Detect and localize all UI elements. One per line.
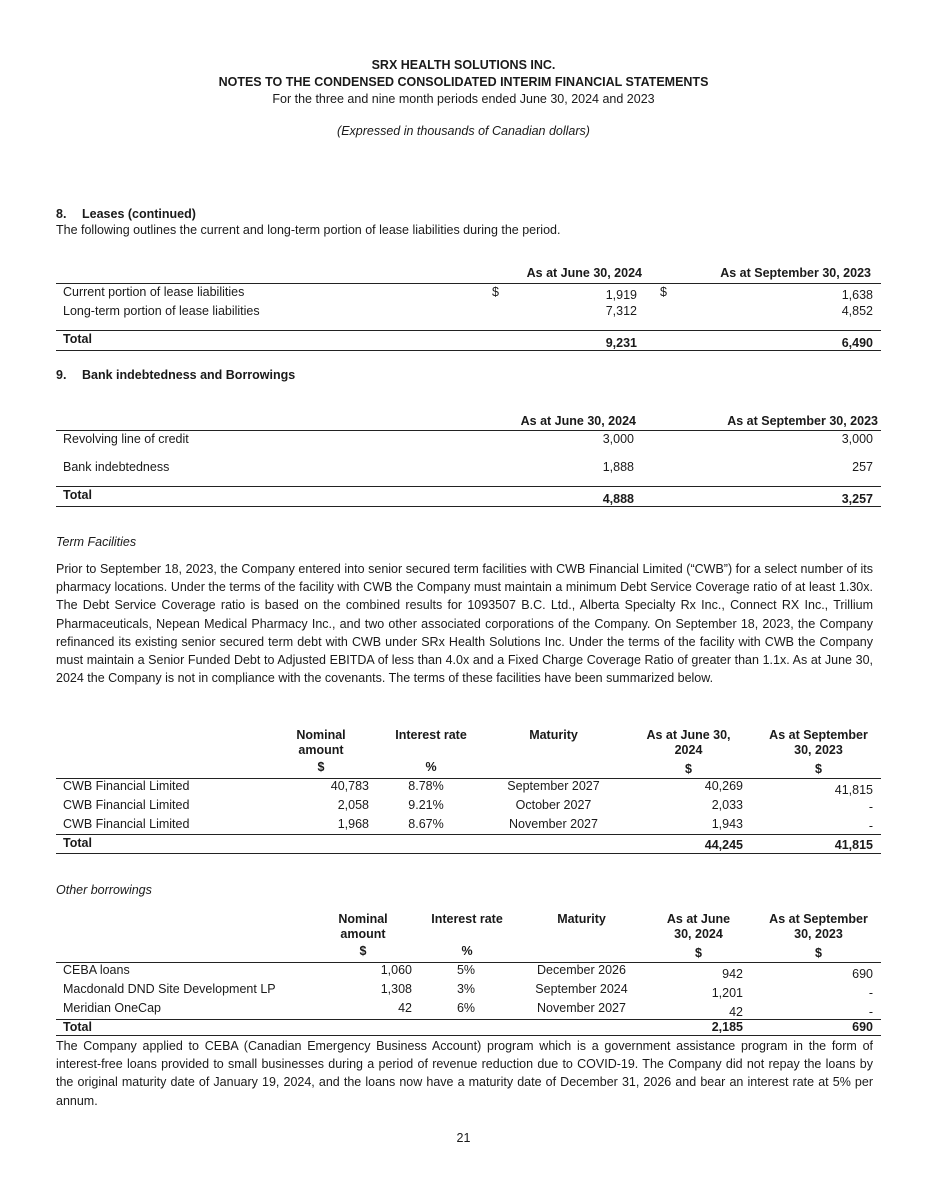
other-borrowings-heading: Other borrowings <box>56 883 152 897</box>
table-cell-june: 1,943 <box>711 817 743 831</box>
term-facilities-table <box>56 728 881 856</box>
table-cell-value: 3,000 <box>841 432 873 446</box>
other-borrowings-table <box>56 912 881 1038</box>
currency-symbol: $ <box>492 285 499 299</box>
table-cell-value: 1,919 <box>605 288 637 302</box>
section-9-title <box>56 368 295 382</box>
total-label: Total <box>63 332 92 346</box>
table-cell-nominal: 40,783 <box>330 779 369 793</box>
table-cell-rate: 9.21% <box>408 798 444 812</box>
col-sept-line2: 30, 2023 <box>794 927 843 941</box>
table-cell-value: 1,638 <box>841 288 873 302</box>
table-cell-nominal: 1,308 <box>380 982 412 996</box>
col-maturity: Maturity <box>557 912 606 926</box>
table-cell-june: 40,269 <box>704 779 743 793</box>
table-cell-value: 7,312 <box>605 304 637 318</box>
table-cell-value: 1,888 <box>602 460 634 474</box>
section-number: 9. <box>56 368 67 382</box>
col-june: As at June <box>666 912 731 926</box>
page-number: 21 <box>456 1131 471 1145</box>
bank-col-june: As at June 30, 2024 <box>520 414 636 428</box>
col-june-line2: 2024 <box>674 743 703 757</box>
total-label: Total <box>63 488 92 502</box>
bank-col-sept: As at September 30, 2023 <box>727 414 878 428</box>
table-cell-sept: - <box>868 1005 873 1019</box>
document-title: NOTES TO THE CONDENSED CONSOLIDATED INTERIM FINANCIAL STATEMENTS <box>218 75 709 89</box>
bottom-rule <box>56 506 881 507</box>
leases-intro: The following outlines the current and long-term portion of lease liabilities during the period. <box>56 223 561 237</box>
section-title-text: Leases (continued) <box>82 207 196 221</box>
table-cell-maturity: November 2027 <box>509 817 598 831</box>
total-value: 2,185 <box>711 1020 743 1034</box>
table-cell-value: 257 <box>852 460 873 474</box>
table-cell-value: 3,000 <box>602 432 634 446</box>
table-cell-maturity: November 2027 <box>537 1001 626 1015</box>
total-value: 4,888 <box>602 492 634 506</box>
col-maturity: Maturity <box>529 728 578 742</box>
col-june-unit: $ <box>695 946 702 960</box>
col-nominal-unit: $ <box>317 760 325 774</box>
total-rule <box>56 486 881 487</box>
leases-col-june: As at June 30, 2024 <box>526 266 642 280</box>
leases-col-sept: As at September 30, 2023 <box>720 266 871 280</box>
bottom-rule <box>56 853 881 854</box>
col-nominal: Nominal <box>296 728 346 742</box>
col-interest-unit: % <box>461 944 473 958</box>
table-cell-maturity: December 2026 <box>537 963 626 977</box>
table-cell-rate: 8.78% <box>408 779 444 793</box>
table-cell-june: 1,201 <box>711 986 743 1000</box>
currency-symbol: $ <box>660 285 667 299</box>
table-cell-maturity: September 2027 <box>507 779 600 793</box>
table-row-label: Long-term portion of lease liabilities <box>63 304 260 318</box>
total-value: 690 <box>852 1020 873 1034</box>
total-label: Total <box>63 1020 92 1034</box>
bank-table <box>56 413 881 509</box>
col-sept-line2: 30, 2023 <box>794 743 843 757</box>
col-june-line2: 30, 2024 <box>674 927 723 941</box>
header-rule <box>56 283 881 284</box>
table-cell-nominal: 1,968 <box>337 817 369 831</box>
col-sept-unit: $ <box>815 946 822 960</box>
table-cell-june: 42 <box>729 1005 743 1019</box>
table-cell-rate: 8.67% <box>408 817 444 831</box>
table-cell-nominal: 1,060 <box>380 963 412 977</box>
section-number: 8. <box>56 207 67 221</box>
header-rule <box>56 430 881 431</box>
total-rule <box>56 834 881 835</box>
col-interest-unit: % <box>425 760 437 774</box>
table-cell-rate: 3% <box>456 982 476 996</box>
table-row-label: CWB Financial Limited <box>63 779 190 793</box>
total-value: 3,257 <box>841 492 873 506</box>
table-cell-june: 2,033 <box>711 798 743 812</box>
section-title-text: Bank indebtedness and Borrowings <box>82 368 296 382</box>
document-header <box>0 57 927 140</box>
table-cell-rate: 5% <box>456 963 476 977</box>
table-cell-maturity: October 2027 <box>515 798 592 812</box>
table-cell-value: 4,852 <box>841 304 873 318</box>
table-row-label: Current portion of lease liabilities <box>63 285 245 299</box>
table-cell-nominal: 42 <box>398 1001 412 1015</box>
currency-note: (Expressed in thousands of Canadian dollars) <box>337 124 590 138</box>
col-nominal-line2: amount <box>340 927 386 941</box>
table-cell-maturity: September 2024 <box>535 982 628 996</box>
col-nominal: Nominal <box>338 912 388 926</box>
table-row-label: Bank indebtedness <box>63 460 170 474</box>
col-nominal-unit: $ <box>359 944 367 958</box>
table-row-label: Macdonald DND Site Development LP <box>63 982 276 996</box>
total-rule <box>56 330 881 331</box>
ceba-paragraph: The Company applied to CEBA (Canadian Emergency Business Account) program which is a government assistance program in the form of interest-free loans provided to small businesses during a period of revenue reduction due to COVID-19. The Company did not repay the loans by the original maturity date of January 19, 2024, and the loans now have a maturity date of December 31, 2026 and bear an interest rate at 5% per annum. <box>56 1039 873 1108</box>
total-value: 9,231 <box>605 336 637 350</box>
total-value: 6,490 <box>841 336 873 350</box>
table-row-label: Revolving line of credit <box>63 432 189 446</box>
total-value: 44,245 <box>704 838 743 852</box>
col-sept: As at September <box>769 728 868 742</box>
col-nominal-line2: amount <box>298 743 344 757</box>
col-sept-unit: $ <box>815 762 822 776</box>
total-value: 41,815 <box>834 838 873 852</box>
col-interest-rate: Interest rate <box>395 728 467 742</box>
leases-table <box>56 264 881 354</box>
col-interest-rate: Interest rate <box>431 912 503 926</box>
table-cell-rate: 6% <box>456 1001 476 1015</box>
bottom-rule <box>56 1035 881 1036</box>
table-row-label: CWB Financial Limited <box>63 798 190 812</box>
bottom-rule <box>56 350 881 351</box>
table-row-label: CWB Financial Limited <box>63 817 190 831</box>
table-cell-sept: - <box>868 986 873 1000</box>
table-cell-sept: 41,815 <box>834 783 873 797</box>
period-line: For the three and nine month periods ended June 30, 2024 and 2023 <box>272 92 655 106</box>
table-cell-june: 942 <box>722 967 743 981</box>
table-cell-sept: 690 <box>852 967 873 981</box>
total-label: Total <box>63 836 92 850</box>
table-cell-nominal: 2,058 <box>337 798 369 812</box>
term-facilities-paragraph: Prior to September 18, 2023, the Company entered into senior secured term facilities with CWB Financial Limited (“CWB”) for a select number of its pharmacy locations. Under the terms of the facility with CWB the Company must maintain a minimum Debt Service Coverage ratio of at least 1.30x. The Debt Service Coverage ratio is based on the combined results for 1093507 B.C. Ltd., Alberta Specialty Rx Inc., Connect RX Inc., Trillium Pharmaceuticals, Nepean Medical Pharmacy Inc., and two other associated corporations of the Company. On September 18, 2023, the Company refinanced its existing senior secured term debt with CWB under SRx Health Solutions Inc. Under the terms of the facility with CWB the Company must maintain a Senior Funded Debt to Adjusted EBITDA of less than 4.0x and a Fixed Charge Coverage Ratio of greater than 1.1x. As at June 30, 2024 the Company is not in compliance with the covenants. The terms of these facilities have been summarized below. <box>56 562 873 686</box>
table-cell-sept: - <box>868 819 873 833</box>
table-cell-sept: - <box>868 800 873 814</box>
col-june-unit: $ <box>685 762 692 776</box>
col-sept: As at September <box>769 912 868 926</box>
col-june: As at June 30, <box>646 728 731 742</box>
company-name: SRX HEALTH SOLUTIONS INC. <box>371 58 556 72</box>
term-facilities-heading: Term Facilities <box>56 535 137 549</box>
section-8-title <box>56 207 196 221</box>
table-row-label: CEBA loans <box>63 963 130 977</box>
table-row-label: Meridian OneCap <box>63 1001 161 1015</box>
